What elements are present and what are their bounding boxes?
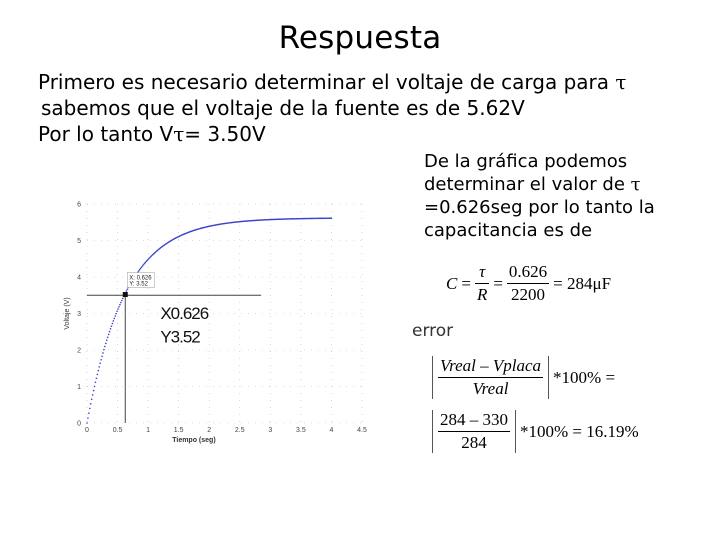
data-point [121, 300, 123, 302]
data-point [122, 298, 124, 300]
data-point [118, 306, 120, 308]
data-point [102, 352, 104, 354]
y-tick-label: 4 [77, 274, 81, 282]
data-point [100, 359, 102, 361]
x-tick-label: 3.5 [296, 427, 306, 434]
intro-line-1-text: Primero es necesario determinar el voltaje de carga para [38, 70, 616, 94]
equals-sign: = [493, 273, 503, 293]
capacitance-symbol: C [446, 273, 458, 293]
datatip-x-text: X: 0.626 [129, 275, 152, 282]
intro-line-3b: = 3.50V [184, 122, 266, 146]
error-suffix: *100% = [553, 367, 616, 387]
datatip-marker [123, 292, 128, 297]
data-point [117, 308, 119, 310]
side-line-3: =0.626seg por lo tanto la [424, 197, 655, 218]
data-point [86, 422, 88, 424]
error-numerator: Vreal – Vplaca [438, 356, 543, 378]
y-tick-label: 3 [77, 311, 81, 318]
data-point [115, 313, 117, 315]
x-tick-label: 3 [268, 427, 273, 434]
r-value: 2200 [511, 285, 546, 304]
data-point [113, 318, 115, 320]
data-point [97, 374, 99, 376]
data-point [109, 331, 111, 333]
y-tick-label: 6 [77, 201, 81, 209]
x-axis-title: Tiempo (seg) [172, 437, 216, 444]
data-point [105, 343, 107, 345]
side-line-1: De la gráfica podemos [424, 151, 628, 172]
data-point [92, 394, 94, 396]
error-denominator-numeric: 284 [461, 433, 487, 452]
side-text [424, 150, 714, 242]
data-point [87, 417, 89, 419]
error-result: *100% = 16.19% [520, 421, 639, 441]
error-formula-numeric [432, 410, 639, 453]
tau-symbol: τ [615, 70, 627, 94]
tau-numerator: τ [475, 262, 489, 284]
y-tick-label: 0 [77, 420, 81, 428]
data-point [99, 362, 101, 364]
data-point [96, 378, 98, 380]
y-axis-title: Voltaje (V) [64, 297, 71, 330]
slide-title: Respuesta [278, 20, 442, 56]
error-formula-general [432, 356, 615, 399]
data-point [108, 334, 110, 336]
data-point [138, 270, 140, 272]
equals-sign: = [461, 273, 471, 293]
side-line-4: capacitancia es de [424, 220, 593, 241]
error-label: error [412, 321, 454, 341]
x-tick-label: 4 [329, 427, 334, 434]
data-point [104, 346, 106, 348]
x-tick-label: 0.5 [112, 427, 123, 434]
side-line-2 [424, 173, 714, 196]
data-point [116, 310, 118, 312]
x-tick-label: 1.5 [173, 427, 184, 434]
x-tick-label: 0 [85, 427, 89, 434]
error-numerator-numeric: 284 – 330 [438, 410, 510, 432]
data-point [101, 356, 103, 358]
value-fraction [507, 262, 549, 305]
intro-line-2: sabemos que el voltaje de la fuente es de 5.62V [41, 96, 525, 120]
y-tick-label: 1 [77, 384, 81, 391]
abs-bars [432, 410, 516, 453]
x-tick-label: 4.5 [357, 427, 367, 434]
data-point [126, 290, 128, 292]
data-point [106, 340, 108, 342]
y-tick-label: 2 [77, 347, 81, 355]
data-point [91, 398, 93, 400]
data-point [127, 288, 129, 290]
intro-line-1 [38, 69, 698, 95]
data-point [89, 408, 91, 410]
error-denominator: Vreal [472, 379, 509, 398]
data-point [111, 325, 113, 327]
tau-over-r [475, 262, 489, 305]
data-point [88, 412, 90, 414]
capacitance-formula [446, 262, 611, 305]
data-point [103, 349, 105, 351]
voltage-time-chart [52, 188, 382, 448]
datatip-y-text: Y: 3.52 [129, 281, 148, 288]
tau-symbol: τ [173, 122, 185, 146]
intro-text [38, 69, 698, 147]
annotation-y-text: Y3.52 [160, 327, 200, 347]
error-fraction-numeric [438, 410, 510, 453]
data-point [97, 370, 99, 372]
error-fraction [438, 356, 543, 399]
data-point [113, 320, 115, 322]
data-point [112, 323, 114, 325]
data-point [107, 337, 109, 339]
capacitance-result: = 284μF [553, 273, 612, 293]
tau-value: 0.626 [507, 262, 549, 284]
intro-line-3 [38, 121, 698, 147]
intro-line-3a: Por lo tanto V [38, 122, 174, 146]
x-tick-label: 2 [207, 427, 212, 434]
tau-symbol: τ [630, 174, 641, 195]
data-point [119, 304, 121, 306]
data-point [93, 390, 95, 392]
data-point [114, 315, 116, 317]
data-point [110, 328, 112, 330]
data-point [98, 366, 100, 368]
data-point [120, 302, 122, 304]
abs-bars [432, 356, 549, 399]
data-point [90, 403, 92, 405]
data-point [95, 381, 97, 383]
y-tick-label: 5 [77, 238, 81, 245]
annotation-x-text: X0.626 [160, 303, 209, 323]
x-tick-label: 1 [146, 427, 151, 434]
data-point [331, 217, 333, 219]
side-line-2-text: determinar el valor de [424, 174, 631, 195]
r-denominator: R [476, 285, 488, 304]
x-tick-label: 2.5 [234, 427, 245, 434]
data-point [94, 386, 96, 388]
